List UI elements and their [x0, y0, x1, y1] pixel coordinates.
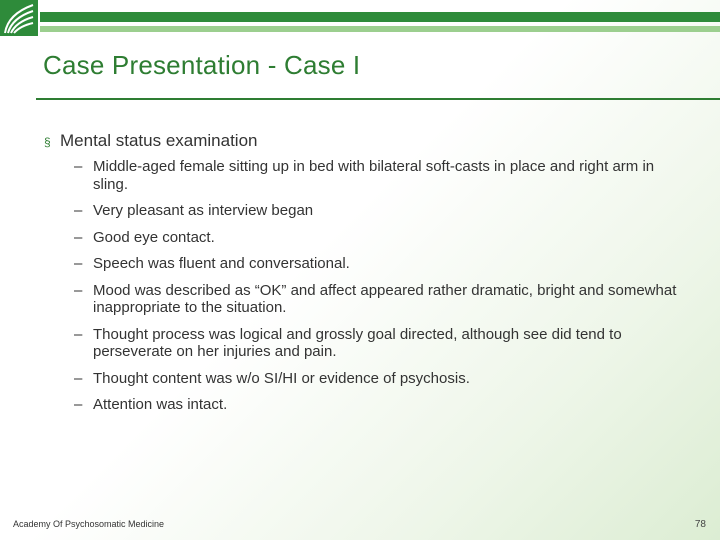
- list-item: [74, 326, 684, 361]
- list-item-text: Speech was fluent and conversational.: [93, 255, 350, 272]
- footer-organization: Academy Of Psychosomatic Medicine: [13, 519, 165, 529]
- dash-marker: –: [74, 158, 83, 175]
- main-bullet: [44, 131, 258, 151]
- dash-marker: –: [74, 281, 83, 299]
- list-item: [74, 282, 684, 317]
- title-divider: [36, 98, 720, 100]
- square-bullet-icon: §: [44, 135, 51, 149]
- list-item: [74, 229, 684, 247]
- sub-bullet-list: [74, 158, 684, 423]
- dash-marker: –: [74, 228, 83, 246]
- dash-marker: –: [74, 369, 83, 387]
- dash-marker: –: [74, 255, 83, 272]
- header-bar-light: [40, 26, 720, 32]
- dash-marker: –: [74, 202, 83, 219]
- list-item: [74, 255, 684, 273]
- list-item: [74, 370, 684, 388]
- list-item-text: Mood was described as “OK” and affect appeared rather dramatic, bright and somewhat inappropriate to the situation.: [93, 281, 677, 316]
- logo-icon: [0, 0, 38, 36]
- list-item-text: Thought process was logical and grossly goal directed, although see did tend to perseverate on her injuries and pain.: [93, 325, 622, 360]
- list-item-text: Very pleasant as interview began: [93, 202, 314, 219]
- list-item-text: Good eye contact.: [93, 228, 215, 246]
- dash-marker: –: [74, 396, 83, 413]
- list-item: [74, 202, 684, 220]
- list-item: [74, 158, 684, 193]
- list-item-text: Attention was intact.: [93, 396, 228, 413]
- header-bar-dark: [40, 12, 720, 22]
- list-item-text: Thought content was w/o SI/HI or evidence of psychosis.: [93, 369, 470, 387]
- main-bullet-text: Mental status examination: [60, 131, 258, 150]
- list-item: [74, 396, 684, 414]
- list-item-text: Middle-aged female sitting up in bed with bilateral soft-casts in place and right arm in sling.: [93, 158, 655, 193]
- slide-title: Case Presentation - Case I: [43, 50, 361, 80]
- header-band: [0, 0, 720, 36]
- page-number: 78: [694, 519, 706, 530]
- dash-marker: –: [74, 325, 83, 343]
